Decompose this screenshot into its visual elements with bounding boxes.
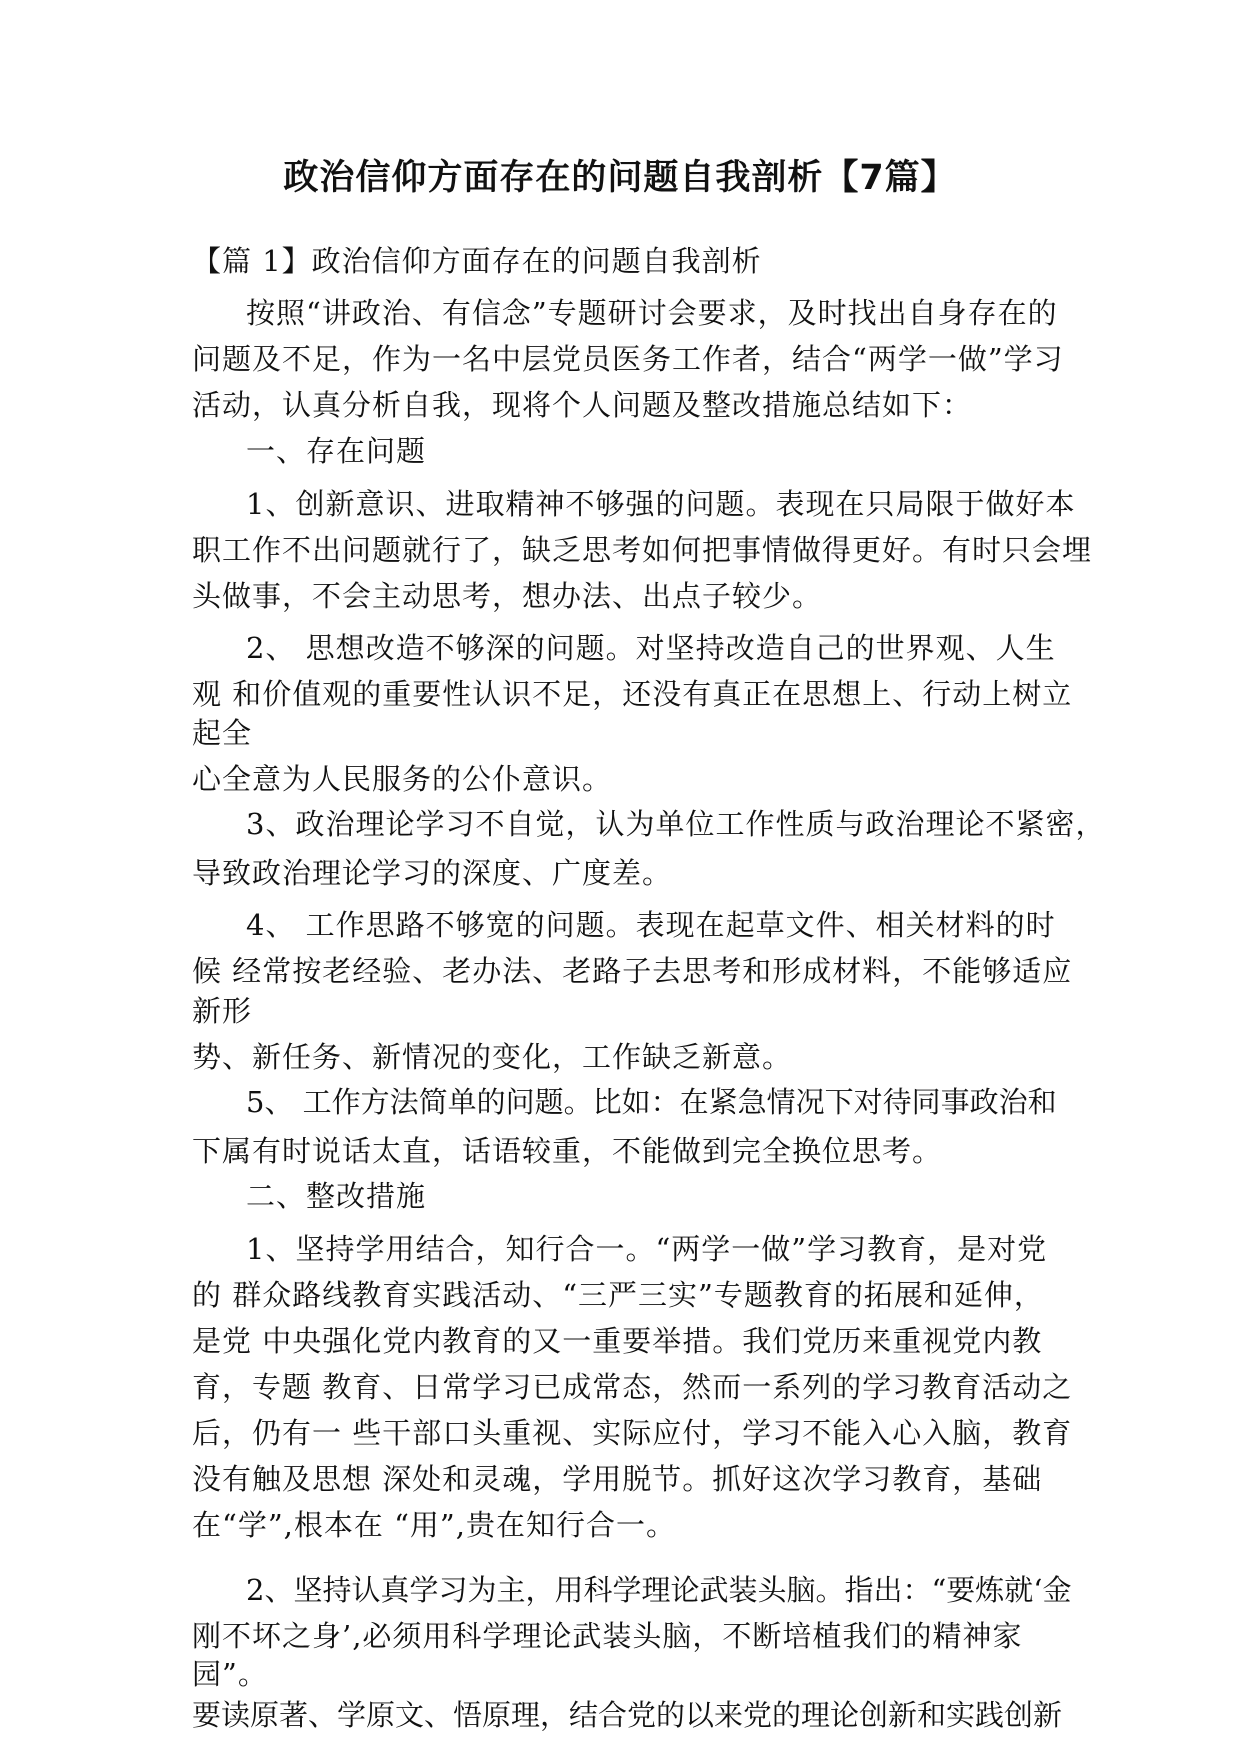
- paragraph-line: 园”。: [192, 1657, 268, 1691]
- paragraph-line: 势、新任务、新情况的变化，工作缺乏新意。: [192, 1040, 793, 1074]
- paragraph-line: 5、 工作方法简单的问题。比如：在紧急情况下对待同事政治和: [246, 1085, 1057, 1119]
- paragraph-line: 问题及不足，作为一名中层党员医务工作者，结合“两学一做”学习: [192, 342, 1064, 376]
- paragraph-line: 的 群众路线教育实践活动、“三严三实”专题教育的拓展和延伸，: [192, 1278, 1044, 1312]
- subsection-heading: 二、整改措施: [246, 1179, 427, 1213]
- paragraph-line: 按照“讲政治、有信念”专题研讨会要求，及时找出自身存在的: [246, 296, 1058, 330]
- paragraph-line: 导致政治理论学习的深度、广度差。: [192, 856, 673, 890]
- paragraph-line: 2、 思想改造不够深的问题。对坚持改造自己的世界观、人生: [246, 631, 1056, 665]
- paragraph-line: 育，专题 教育、日常学习已成常态，然而一系列的学习教育活动之: [192, 1370, 1073, 1404]
- paragraph-line: 2、坚持认真学习为主，用科学理论武装头脑。指出：“要炼就‘金: [246, 1573, 1072, 1607]
- paragraph-line: 刚不坏之身’,必须用科学理论武装头脑，不断培植我们的精神家: [192, 1619, 1023, 1653]
- document-title: 政治信仰方面存在的问题自我剖析【7篇】: [283, 158, 957, 198]
- subsection-heading: 一、存在问题: [246, 434, 427, 468]
- paragraph-line: 在“学”,根本在 “用”,贵在知行合一。: [192, 1508, 676, 1542]
- paragraph-line: 要读原著、学原文、悟原理，结合党的以来党的理论创新和实践创新: [192, 1698, 1063, 1732]
- paragraph-line: 职工作不出问题就行了，缺乏思考如何把事情做得更好。有时只会埋: [192, 533, 1093, 567]
- paragraph-line: 3、政治理论学习不自觉，认为单位工作性质与政治理论不紧密，: [246, 807, 1106, 841]
- paragraph-line: 候 经常按老经验、老办法、老路子去思考和形成材料，不能够适应: [192, 954, 1073, 988]
- paragraph-line: 1、坚持学用结合，知行合一。“两学一做”学习教育，是对党: [246, 1232, 1048, 1266]
- paragraph-line: 没有触及思想 深处和灵魂，学用脱节。抓好这次学习教育，基础: [192, 1462, 1043, 1496]
- paragraph-line: 后，仍有一 些干部口头重视、实际应付，学习不能入心入脑，教育: [192, 1416, 1073, 1450]
- paragraph-line: 新形: [192, 994, 253, 1028]
- paragraph-line: 起全: [192, 716, 253, 750]
- paragraph-line: 活动，认真分析自我，现将个人问题及整改措施总结如下：: [192, 388, 973, 422]
- paragraph-line: 是党 中央强化党内教育的又一重要举措。我们党历来重视党内教: [192, 1324, 1043, 1358]
- paragraph-line: 下属有时说话太直，话语较重，不能做到完全换位思考。: [192, 1134, 943, 1168]
- paragraph-line: 1、创新意识、进取精神不够强的问题。表现在只局限于做好本: [246, 487, 1076, 521]
- paragraph-line: 头做事，不会主动思考，想办法、出点子较少。: [192, 579, 823, 613]
- paragraph-line: 观 和价值观的重要性认识不足，还没有真正在思想上、行动上树立: [192, 677, 1073, 711]
- paragraph-line: 心全意为人民服务的公仆意识。: [192, 762, 613, 796]
- section-heading: 【篇 1】政治信仰方面存在的问题自我剖析: [192, 244, 762, 278]
- paragraph-line: 4、 工作思路不够宽的问题。表现在起草文件、相关材料的时: [246, 908, 1056, 942]
